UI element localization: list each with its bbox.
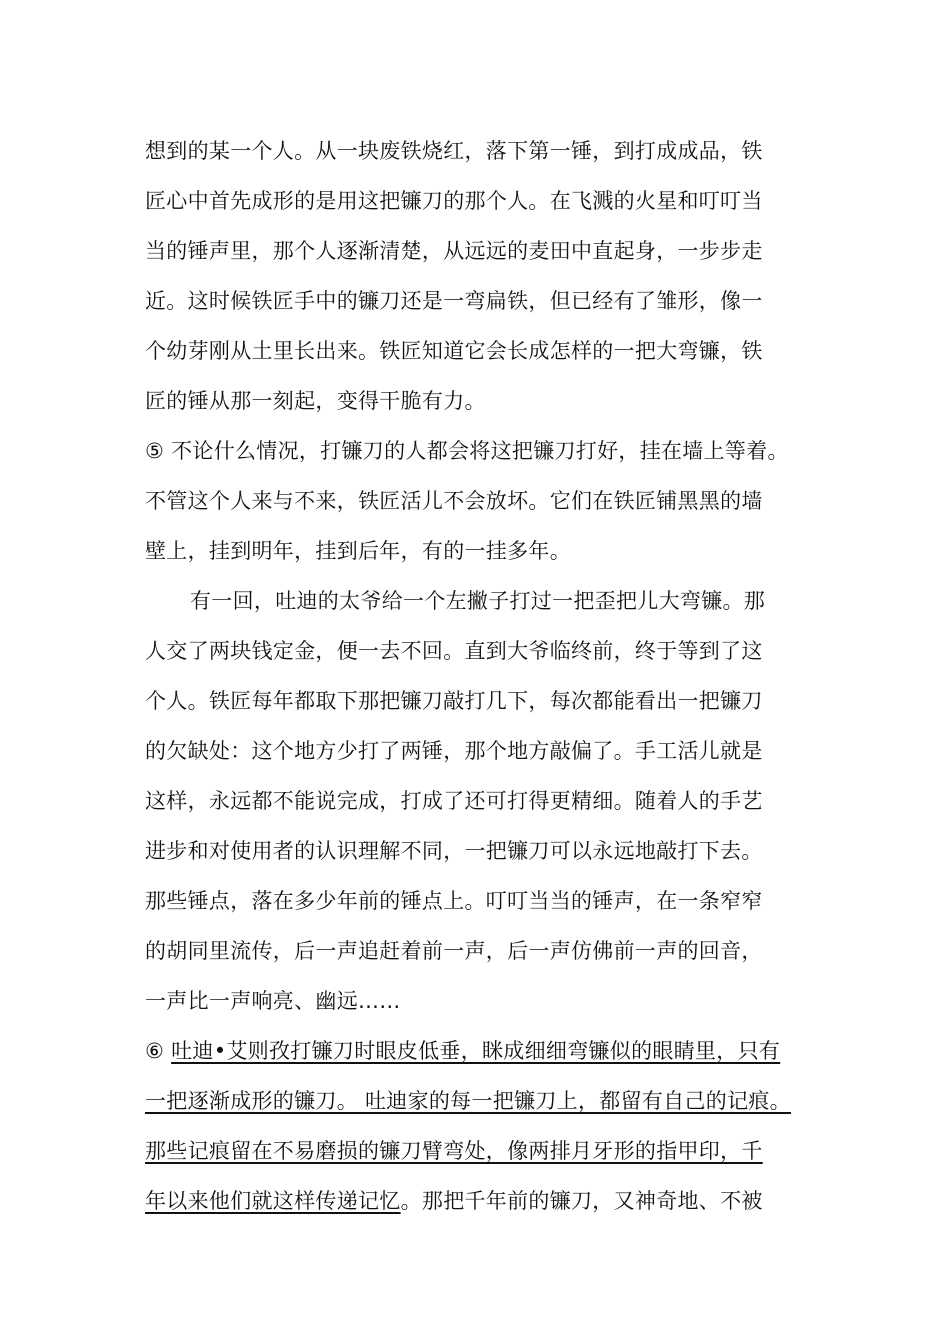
text-line [145,1086,791,1116]
paragraph-5-start: ⑤ 不论什么情况，打镰刀的人都会将这把镰刀打好，挂在墙上等着。 [145,439,789,463]
text-line: 不管这个人来与不来，铁匠活儿不会放坏。它们在铁匠铺黑黑的墙 [145,489,763,513]
plain-text: 。那把千年前的镰刀，又神奇地、不被 [400,1189,763,1213]
paragraph-number: ⑥ [145,1039,172,1063]
text-line: 个幼芽刚从土里长出来。铁匠知道它会长成怎样的一把大弯镰，铁 [145,339,763,363]
underlined-text: 那些记痕留在不易磨损的镰刀臂弯处，像两排月牙形的指甲印，千 [145,1139,763,1163]
text-line: 的欠缺处：这个地方少打了两锤，那个地方敲偏了。手工活儿就是 [145,739,763,763]
underlined-text: 吐迪•艾则孜打镰刀时眼皮低垂，眯成细细弯镰似的眼睛里，只有 [171,1039,781,1063]
text-line: 那些锤点，落在多少年前的锤点上。叮叮当当的锤声，在一条窄窄 [145,889,763,913]
text-line: 想到的某一个人。从一块废铁烧红，落下第一锤，到打成成品，铁 [145,139,763,163]
underlined-text: 一把逐渐成形的镰刀。 吐迪家的每一把镰刀上，都留有自己的记痕。 [145,1089,791,1113]
text-line: 当的锤声里，那个人逐渐清楚，从远远的麦田中直起身，一步步走 [145,239,763,263]
text-line: 壁上，挂到明年，挂到后年，有的一挂多年。 [145,539,571,563]
text-line: 近。这时候铁匠手中的镰刀还是一弯扁铁，但已经有了雏形，像一 [145,289,763,313]
text-line: 人交了两块钱定金，便一去不回。直到大爷临终前，终于等到了这 [145,639,763,663]
text-line: 匠心中首先成形的是用这把镰刀的那个人。在飞溅的火星和叮叮当 [145,189,763,213]
text-line: 进步和对使用者的认识理解不同，一把镰刀可以永远地敲打下去。 [145,839,763,863]
text-line: 的胡同里流传，后一声追赶着前一声，后一声仿佛前一声的回音， [145,939,763,963]
text-line: 这样，永远都不能说完成，打成了还可打得更精细。随着人的手艺 [145,789,763,813]
text-line: 匠的锤从那一刻起，变得干脆有力。 [145,389,486,413]
underlined-text: 年以来他们就这样传递记忆 [145,1189,401,1213]
text-line [145,1136,763,1166]
text-line: 一声比一声响亮、幽远…… [145,989,401,1013]
indented-paragraph-start: 有一回，吐迪的太爷给一个左撇子打过一把歪把儿大弯镰。那 [190,589,766,613]
text-line: 个人。铁匠每年都取下那把镰刀敲打几下，每次都能看出一把镰刀 [145,689,763,713]
text-line [145,1186,763,1216]
paragraph-6-start [145,1036,780,1066]
